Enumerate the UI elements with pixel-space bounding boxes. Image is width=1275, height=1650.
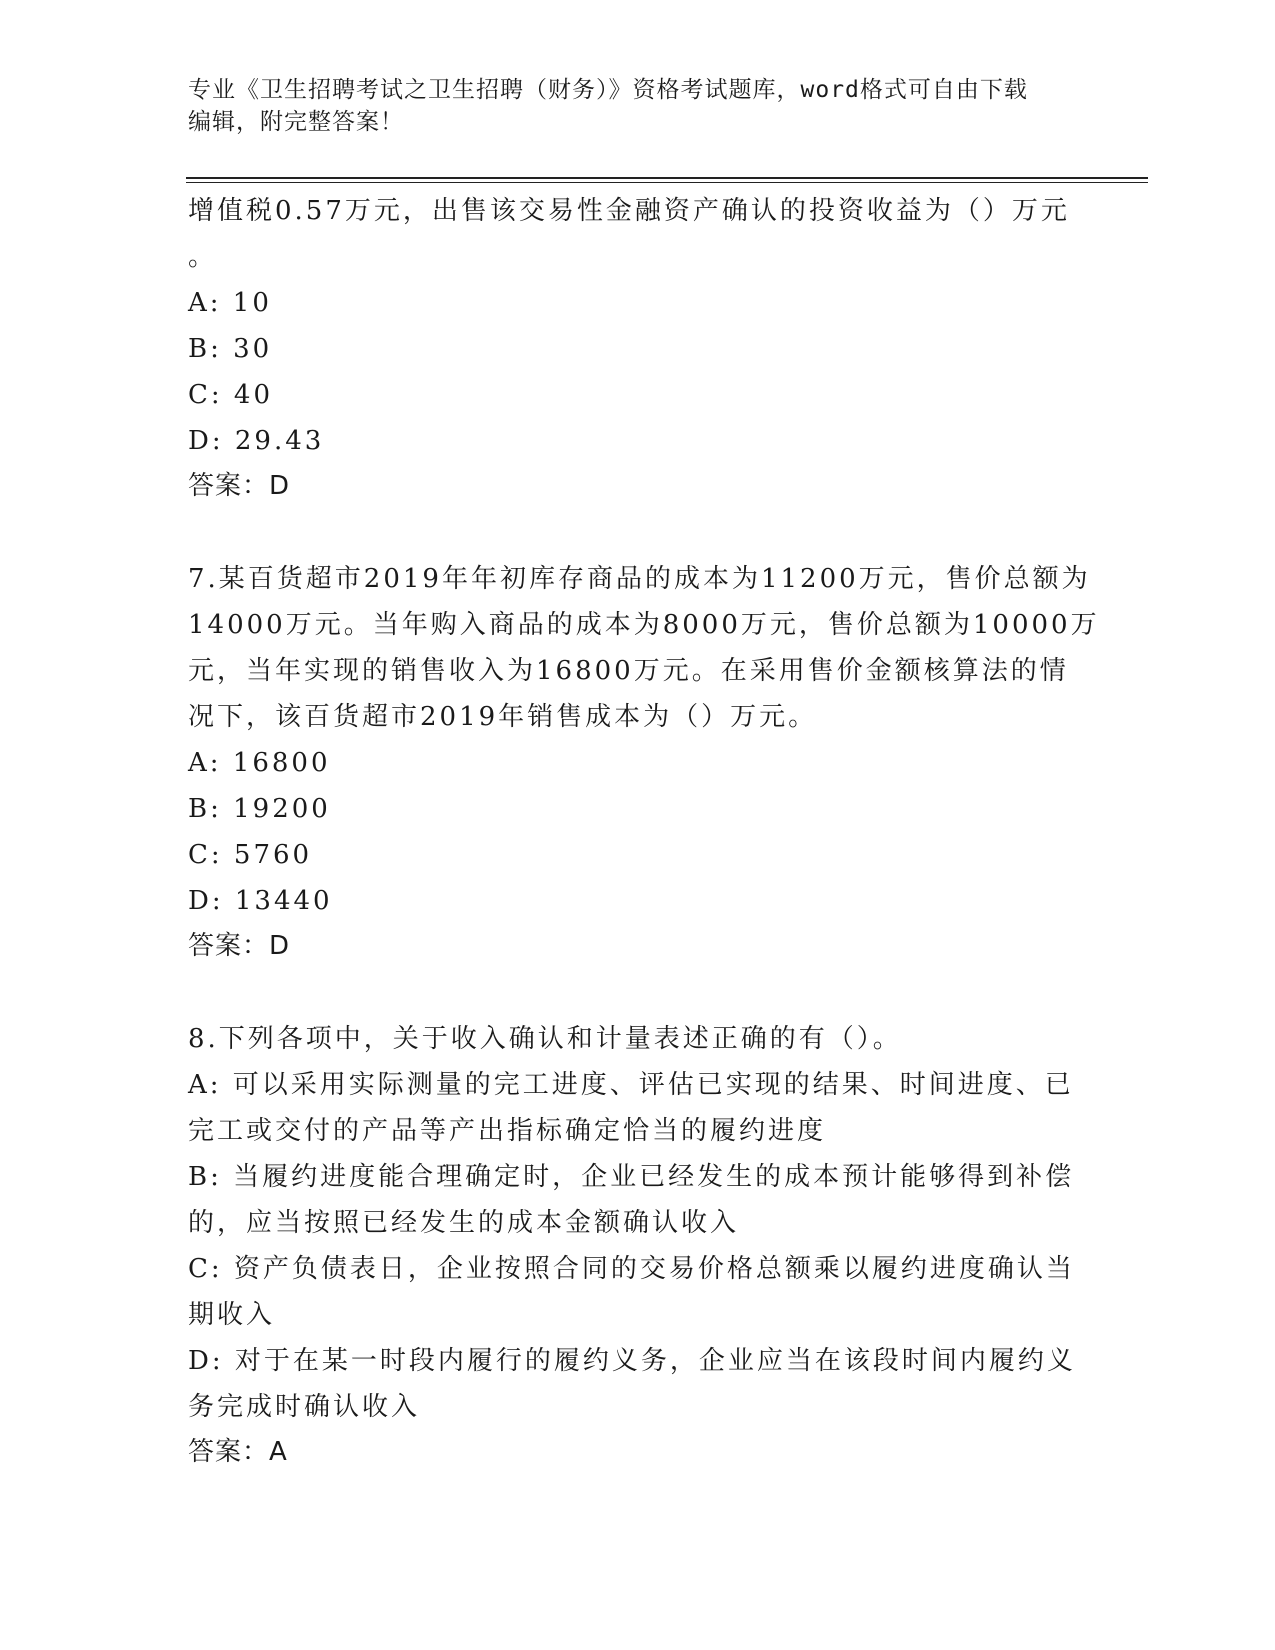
question-8-option-c-line-1: C: 资产负债表日，企业按照合同的交易价格总额乘以履约进度确认当 (188, 1254, 1075, 1284)
question-7-stem-line-3: 元，当年实现的销售收入为16800万元。在采用售价金额核算法的情 (188, 656, 1069, 686)
question-7-option-a: A: 16800 (188, 748, 331, 778)
question-content (188, 188, 1100, 1474)
question-8-answer: 答案：A (188, 1437, 288, 1467)
question-6-stem-line-2: 。 (188, 242, 218, 272)
question-8-option-d-line-2: 务完成时确认收入 (188, 1392, 421, 1422)
spacer (188, 508, 1078, 556)
header-rule-thick (186, 177, 1148, 179)
header-line-1: 专业《卫生招聘考试之卫生招聘（财务）》资格考试题库，word格式可自由下载 (188, 77, 1028, 103)
question-6-option-a: A: 10 (188, 288, 272, 318)
question-8-option-b-line-2: 的，应当按照已经发生的成本金额确认收入 (188, 1208, 740, 1238)
question-8 (188, 1016, 1078, 1474)
question-6 (188, 188, 1078, 508)
question-8-option-a-line-1: A: 可以采用实际测量的完工进度、评估已实现的结果、时间进度、已 (188, 1070, 1074, 1100)
question-8-option-d-line-1: D: 对于在某一时段内履行的履约义务，企业应当在该段时间内履约义 (188, 1346, 1076, 1376)
question-8-stem: 8.下列各项中，关于收入确认和计量表述正确的有（）。 (188, 1024, 902, 1054)
question-7-stem-line-4: 况下，该百货超市2019年销售成本为（）万元。 (188, 702, 818, 732)
question-6-option-b: B: 30 (188, 334, 273, 364)
question-7-stem-line-1: 7.某百货超市2019年年初库存商品的成本为11200万元，售价总额为 (188, 564, 1091, 594)
header-rule-thin (186, 182, 1148, 183)
question-7-option-d: D: 13440 (188, 886, 333, 916)
header-line-2: 编辑，附完整答案！ (188, 109, 404, 135)
page-header (188, 74, 1088, 138)
question-7-option-b: B: 19200 (188, 794, 331, 824)
question-7-stem-line-2: 14000万元。当年购入商品的成本为8000万元，售价总额为10000万 (188, 610, 1100, 640)
question-7-answer: 答案：D (188, 931, 291, 961)
question-8-option-a-line-2: 完工或交付的产品等产出指标确定恰当的履约进度 (188, 1116, 827, 1146)
question-8-option-c-line-2: 期收入 (188, 1300, 276, 1330)
question-8-option-b-line-1: B: 当履约进度能合理确定时，企业已经发生的成本预计能够得到补偿 (188, 1162, 1075, 1192)
question-7-option-c: C: 5760 (188, 840, 313, 870)
question-6-option-d: D: 29.43 (188, 426, 325, 456)
question-6-answer: 答案：D (188, 471, 291, 501)
question-7 (188, 556, 1100, 968)
question-6-option-c: C: 40 (188, 380, 274, 410)
question-6-stem-line-1: 增值税0.57万元，出售该交易性金融资产确认的投资收益为（）万元 (188, 196, 1070, 226)
spacer (188, 968, 1078, 1016)
